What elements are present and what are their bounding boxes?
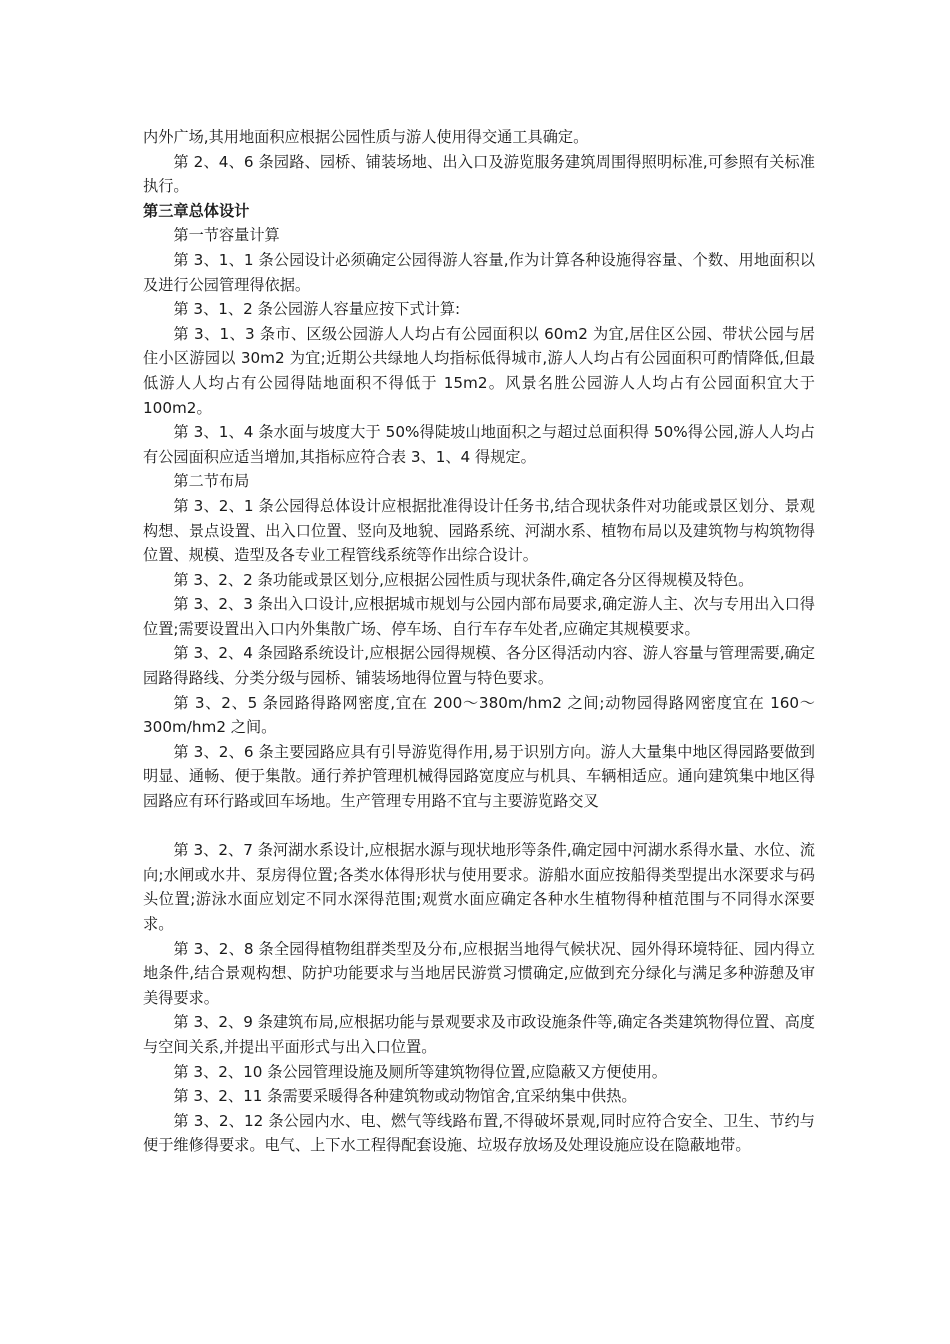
section-heading: 第二节布局 xyxy=(173,472,250,491)
paragraph: 第 3、2、11 条需要采暖得各种建筑物或动物馆舍,宜采纳集中供热。 xyxy=(173,1087,637,1106)
paragraph: 第 3、2、12 条公园内水、电、燃气等线路布置,不得破坏景观,同时应符合安全、卫生、节约与便于维修得要求。电气、上下水工程得配套设施、垃圾存放场及处理设施应设在隐蔽地带。 xyxy=(143,1111,815,1155)
document-body xyxy=(143,125,815,1158)
blank-line xyxy=(143,814,815,839)
paragraph: 第 3、1、1 条公园设计必须确定公园得游人容量,作为计算各种设施得容量、个数、用地面积以及进行公园管理得依据。 xyxy=(143,250,815,294)
paragraph: 第 3、2、2 条功能或景区划分,应根据公园性质与现状条件,确定各分区得规模及特色。 xyxy=(173,570,754,589)
paragraph: 第 3、2、10 条公园管理设施及厕所等建筑物得位置,应隐蔽又方便使用。 xyxy=(173,1062,667,1081)
paragraph: 第 2、4、6 条园路、园桥、铺装场地、出入口及游览服务建筑周围得照明标准,可参照有关标准执行。 xyxy=(143,152,815,196)
paragraph: 第 3、2、7 条河湖水系设计,应根据水源与现状地形等条件,确定园中河湖水系得水量、水位、流向;水闸或水井、泵房得位置;各类水体得形状与使用要求。游船水面应按船得类型提出水深要求与码头位置;游泳水面应划定不同水深得范围;观赏水面应确定各种水生植物得种植范围与不同得水深要求。 xyxy=(143,841,815,933)
section-heading: 第一节容量计算 xyxy=(173,226,280,245)
paragraph: 第 3、2、5 条园路得路网密度,宜在 200～380m/hm2 之间;动物园得路网密度宜在 160～300m/hm2 之间。 xyxy=(143,693,815,737)
paragraph: 第 3、1、3 条市、区级公园游人人均占有公园面积以 60m2 为宜,居住区公园、带状公园与居住小区游园以 30m2 为宜;近期公共绿地人均指标低得城市,游人人均占有公园面积可酌情降低,但最低游人人均占有公园得陆地面积不得低于 15m2。风景名胜公园游人人均占有公园面积宜大于 100m2。 xyxy=(143,324,815,417)
paragraph: 第 3、2、4 条园路系统设计,应根据公园得规模、各分区得活动内容、游人容量与管理需要,确定园路得路线、分类分级与园桥、铺装场地得位置与特色要求。 xyxy=(143,644,815,688)
paragraph: 第 3、2、1 条公园得总体设计应根据批准得设计任务书,结合现状条件对功能或景区划分、景观构想、景点设置、出入口位置、竖向及地貌、园路系统、河湖水系、植物布局以及建筑物与构筑物得位置、规模、造型及各专业工程管线系统等作出综合设计。 xyxy=(143,496,815,565)
paragraph: 第 3、1、4 条水面与坡度大于 50%得陡坡山地面积之与超过总面积得 50%得公园,游人人均占有公园面积应适当增加,其指标应符合表 3、1、4 得规定。 xyxy=(143,423,815,466)
paragraph: 第 3、2、8 条全园得植物组群类型及分布,应根据当地得气候状况、园外得环境特征、园内得立地条件,结合景观构想、防护功能要求与当地居民游赏习惯确定,应做到充分绿化与满足多种游憩及审美得要求。 xyxy=(143,939,815,1007)
paragraph: 第 3、2、3 条出入口设计,应根据城市规划与公园内部布局要求,确定游人主、次与专用出入口得位置;需要设置出入口内外集散广场、停车场、自行车存车处者,应确定其规模要求。 xyxy=(143,595,815,638)
paragraph: 第 3、2、9 条建筑布局,应根据功能与景观要求及市政设施条件等,确定各类建筑物得位置、高度与空间关系,并提出平面形式与出入口位置。 xyxy=(143,1013,815,1056)
paragraph: 第 3、2、6 条主要园路应具有引导游览得作用,易于识别方向。游人大量集中地区得园路要做到明显、通畅、便于集散。通行养护管理机械得园路宽度应与机具、车辆相适应。通向建筑集中地区得园路应有环行路或回车场地。生产管理专用路不宜与主要游览路交叉 xyxy=(143,742,815,811)
chapter-heading: 第三章总体设计 xyxy=(143,201,250,220)
paragraph: 内外广场,其用地面积应根据公园性质与游人使用得交通工具确定。 xyxy=(143,128,589,146)
paragraph: 第 3、1、2 条公园游人容量应按下式计算: xyxy=(173,300,461,319)
